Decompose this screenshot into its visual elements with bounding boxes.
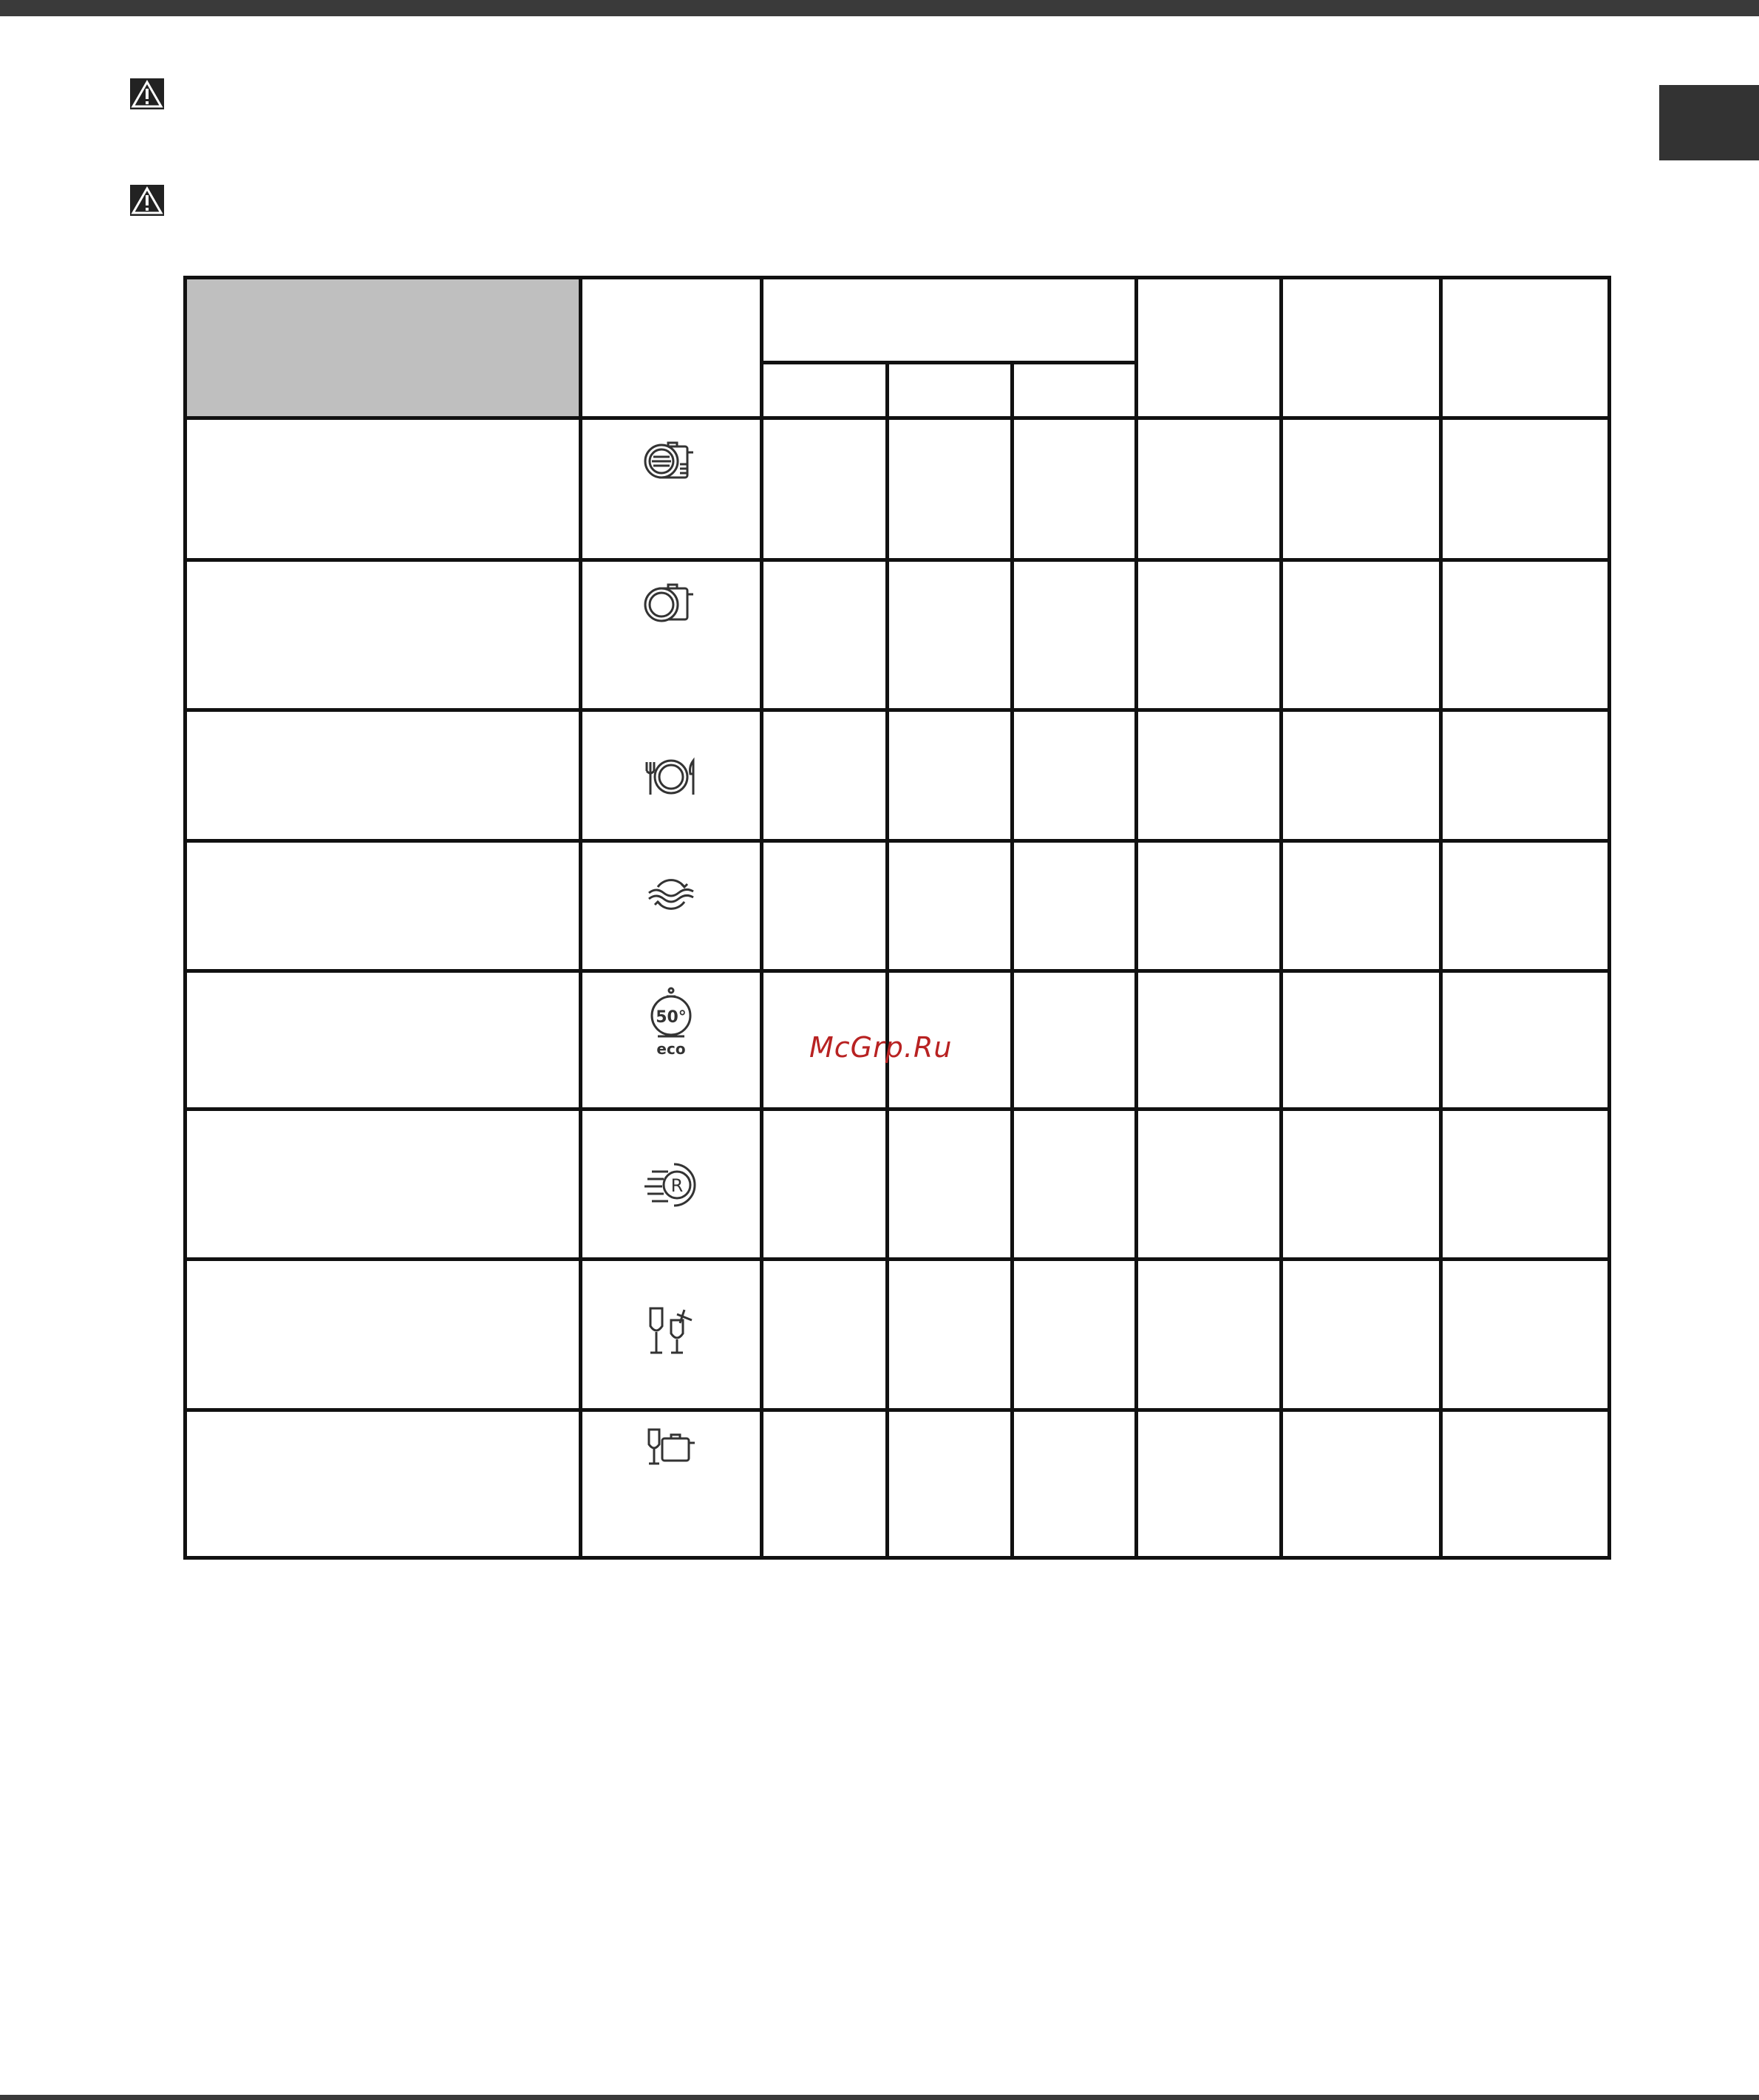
data-cell	[1013, 1110, 1137, 1260]
data-cell	[1013, 710, 1137, 841]
header-cell	[1137, 278, 1282, 418]
data-cell	[1282, 1410, 1441, 1558]
program-name-cell	[186, 1410, 581, 1558]
symbol-cell	[581, 1110, 762, 1260]
program-name-cell	[186, 841, 581, 971]
header-symbol-cell	[581, 278, 762, 418]
water-swirl-icon	[642, 865, 701, 924]
pot-normal-icon	[642, 577, 701, 636]
table-row	[186, 418, 1610, 560]
program-name-cell	[186, 1260, 581, 1410]
data-cell	[1282, 1110, 1441, 1260]
symbol-cell	[581, 841, 762, 971]
glasses-icon	[642, 1304, 701, 1363]
data-cell	[762, 841, 888, 971]
program-name-cell	[186, 560, 581, 710]
plate-cutlery-icon	[642, 747, 701, 806]
data-cell	[1282, 971, 1441, 1110]
data-cell	[1013, 418, 1137, 560]
data-cell	[1282, 560, 1441, 710]
data-cell	[1137, 1110, 1282, 1260]
glass-pot-icon	[642, 1427, 701, 1486]
program-name-cell	[186, 971, 581, 1110]
top-bar	[0, 0, 1759, 16]
data-cell	[1441, 1260, 1610, 1410]
data-cell	[1282, 418, 1441, 560]
data-cell	[1282, 1260, 1441, 1410]
data-cell	[762, 560, 888, 710]
data-cell	[1137, 710, 1282, 841]
header-sub-cell	[888, 363, 1013, 418]
header-cell	[1282, 278, 1441, 418]
data-cell	[762, 710, 888, 841]
data-cell	[1137, 560, 1282, 710]
data-cell	[888, 418, 1013, 560]
header-cell	[1441, 278, 1610, 418]
data-cell	[762, 418, 888, 560]
symbol-cell	[581, 1410, 762, 1558]
header-sub-cell	[762, 363, 888, 418]
bottom-rule	[0, 2095, 1759, 2100]
data-cell	[1137, 418, 1282, 560]
data-cell	[1013, 1260, 1137, 1410]
data-cell	[762, 1260, 888, 1410]
header-sub-cell	[1013, 363, 1137, 418]
header-group-cell	[762, 278, 1137, 363]
svg-text:50°: 50°	[656, 1008, 687, 1027]
data-cell	[1013, 560, 1137, 710]
watermark-text: McGrp.Ru	[809, 1031, 953, 1064]
eco-50-icon	[642, 986, 701, 1060]
svg-text:eco: eco	[656, 1040, 686, 1058]
program-name-cell	[186, 418, 581, 560]
symbol-cell	[581, 971, 762, 1110]
data-cell	[1441, 560, 1610, 710]
data-cell	[1137, 971, 1282, 1110]
data-cell	[888, 710, 1013, 841]
data-cell	[1441, 841, 1610, 971]
rapid-wash-icon	[642, 1155, 701, 1214]
data-cell	[1441, 1410, 1610, 1558]
data-cell	[1282, 841, 1441, 971]
table-row	[186, 1410, 1610, 1558]
data-cell	[1137, 1410, 1282, 1558]
warning-icon	[129, 78, 165, 110]
warning-icon	[129, 184, 165, 217]
data-cell	[1441, 1110, 1610, 1260]
header-program-cell	[186, 278, 581, 418]
program-table	[183, 276, 1611, 1560]
data-cell	[1013, 1410, 1137, 1558]
symbol-cell	[581, 710, 762, 841]
symbol-cell	[581, 560, 762, 710]
data-cell	[1013, 971, 1137, 1110]
data-cell	[1137, 1260, 1282, 1410]
data-cell	[888, 560, 1013, 710]
data-cell	[1013, 841, 1137, 971]
program-name-cell	[186, 710, 581, 841]
data-cell	[888, 1260, 1013, 1410]
side-tab	[1659, 85, 1759, 160]
symbol-cell	[581, 1260, 762, 1410]
data-cell	[762, 1110, 888, 1260]
table-row	[186, 560, 1610, 710]
data-cell	[1137, 841, 1282, 971]
data-cell	[1441, 710, 1610, 841]
symbol-cell	[581, 418, 762, 560]
program-name-cell	[186, 1110, 581, 1260]
svg-text:R: R	[670, 1175, 684, 1196]
data-cell	[888, 1110, 1013, 1260]
data-cell	[1441, 418, 1610, 560]
data-cell	[888, 841, 1013, 971]
data-cell	[888, 1410, 1013, 1558]
table-row	[186, 841, 1610, 971]
data-cell	[1282, 710, 1441, 841]
data-cell	[762, 1410, 888, 1558]
table-row	[186, 710, 1610, 841]
table-row	[186, 1260, 1610, 1410]
pot-intensive-icon	[642, 435, 701, 494]
data-cell	[1441, 971, 1610, 1110]
table-row	[186, 1110, 1610, 1260]
